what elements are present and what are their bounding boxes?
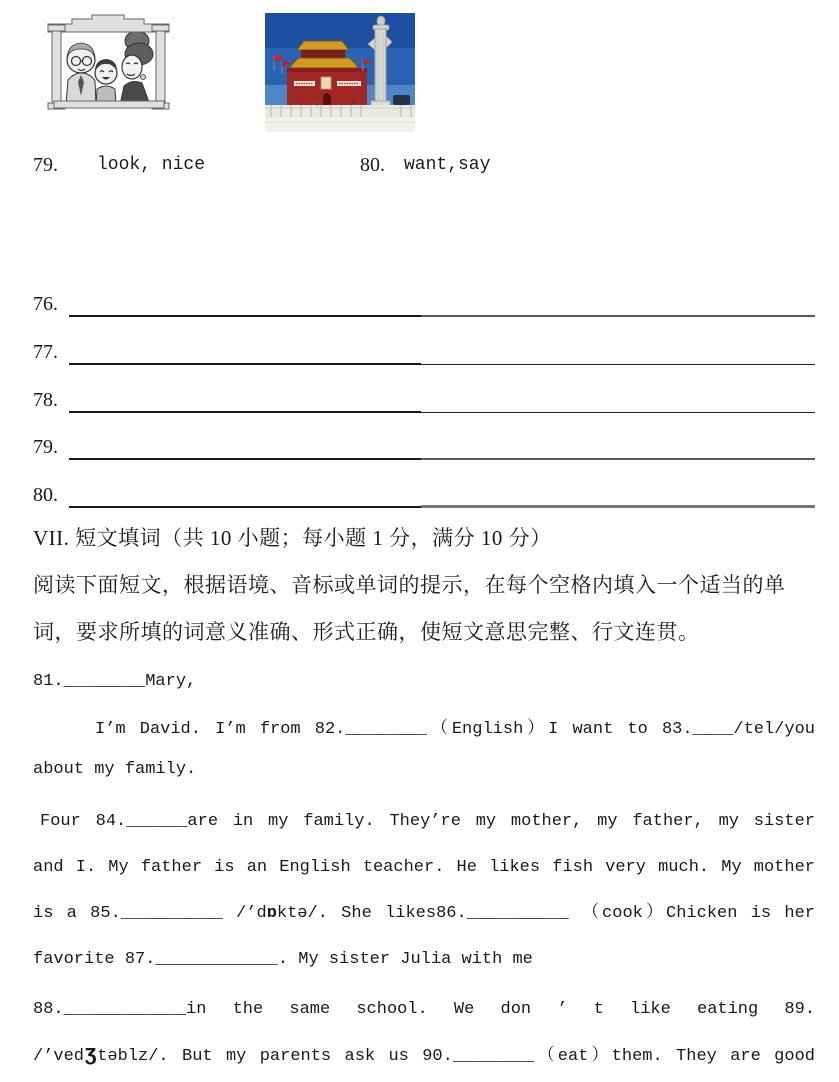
- caption-right-words: want,say: [404, 155, 491, 175]
- answer-number: 77.: [33, 341, 58, 363]
- answer-number: 79.: [33, 436, 58, 458]
- ipa-open-o-glyph: ɒ: [266, 904, 277, 923]
- section-instruction-line2: 词，要求所填的词意义准确、形式正确，使短文意思完整、行文连贯。: [33, 620, 700, 644]
- passage-line-90-post: təblz/. But my parents ask us 90.________（eat）them. They are good: [97, 1047, 815, 1066]
- ipa-ezh-glyph: ʒ: [84, 1042, 98, 1067]
- caption-right-number: 80.: [360, 154, 385, 176]
- passage-line-87: favorite 87.____________. My sister Julia with me: [33, 950, 533, 969]
- section-instruction-line1: 阅读下面短文，根据语境、音标或单词的提示，在每个空格内填入一个适当的单: [33, 573, 786, 597]
- passage-line-about-family: about my family.: [33, 760, 197, 779]
- answer-row-80: [33, 484, 815, 510]
- passage-line-82-83: I’m David. I’m from 82.________（English）I want to 83.____/tel/you: [95, 720, 815, 739]
- passage-line-85-pre: is a 85.__________ /’d: [33, 904, 267, 923]
- passage-line-90: [33, 1042, 815, 1070]
- passage-line-and-i: and I. My father is an English teacher. He likes fish very much. My mother: [33, 858, 815, 877]
- tiananmen-photo-image: [265, 13, 415, 132]
- passage-line-88-89: 88.____________in the same school. We don ’ t like eating 89.: [33, 1000, 815, 1019]
- passage-line-84: Four 84.______are in my family. They’re my mother, my father, my sister: [40, 812, 815, 831]
- caption-left-words: look, nice: [97, 155, 206, 175]
- answer-blank-line[interactable]: [69, 293, 815, 317]
- answer-blank-line[interactable]: [69, 436, 815, 460]
- passage-line-85-post: ktə/. She likes86.__________ （cook）Chicken is her: [276, 904, 816, 923]
- answer-blank-line[interactable]: [69, 389, 815, 413]
- answer-row-77: [33, 341, 815, 367]
- answer-number: 76.: [33, 293, 58, 315]
- section-title: VII. 短文填词（共 10 小题；每小题 1 分，满分 10 分）: [33, 526, 552, 550]
- answer-number: 78.: [33, 389, 58, 411]
- caption-left-number: 79.: [33, 154, 58, 176]
- passage-line-85-86: [33, 901, 815, 927]
- answer-row-76: [33, 293, 815, 319]
- answer-number: 80.: [33, 484, 58, 506]
- answer-blank-line[interactable]: [69, 341, 815, 365]
- passage-line-90-pre: /’ved: [33, 1047, 85, 1066]
- answer-row-79: [33, 436, 815, 462]
- answer-row-78: [33, 389, 815, 415]
- answer-blank-line[interactable]: [69, 484, 815, 508]
- passage-line-81: 81.________Mary,: [33, 672, 197, 691]
- family-picture-image: [40, 14, 177, 122]
